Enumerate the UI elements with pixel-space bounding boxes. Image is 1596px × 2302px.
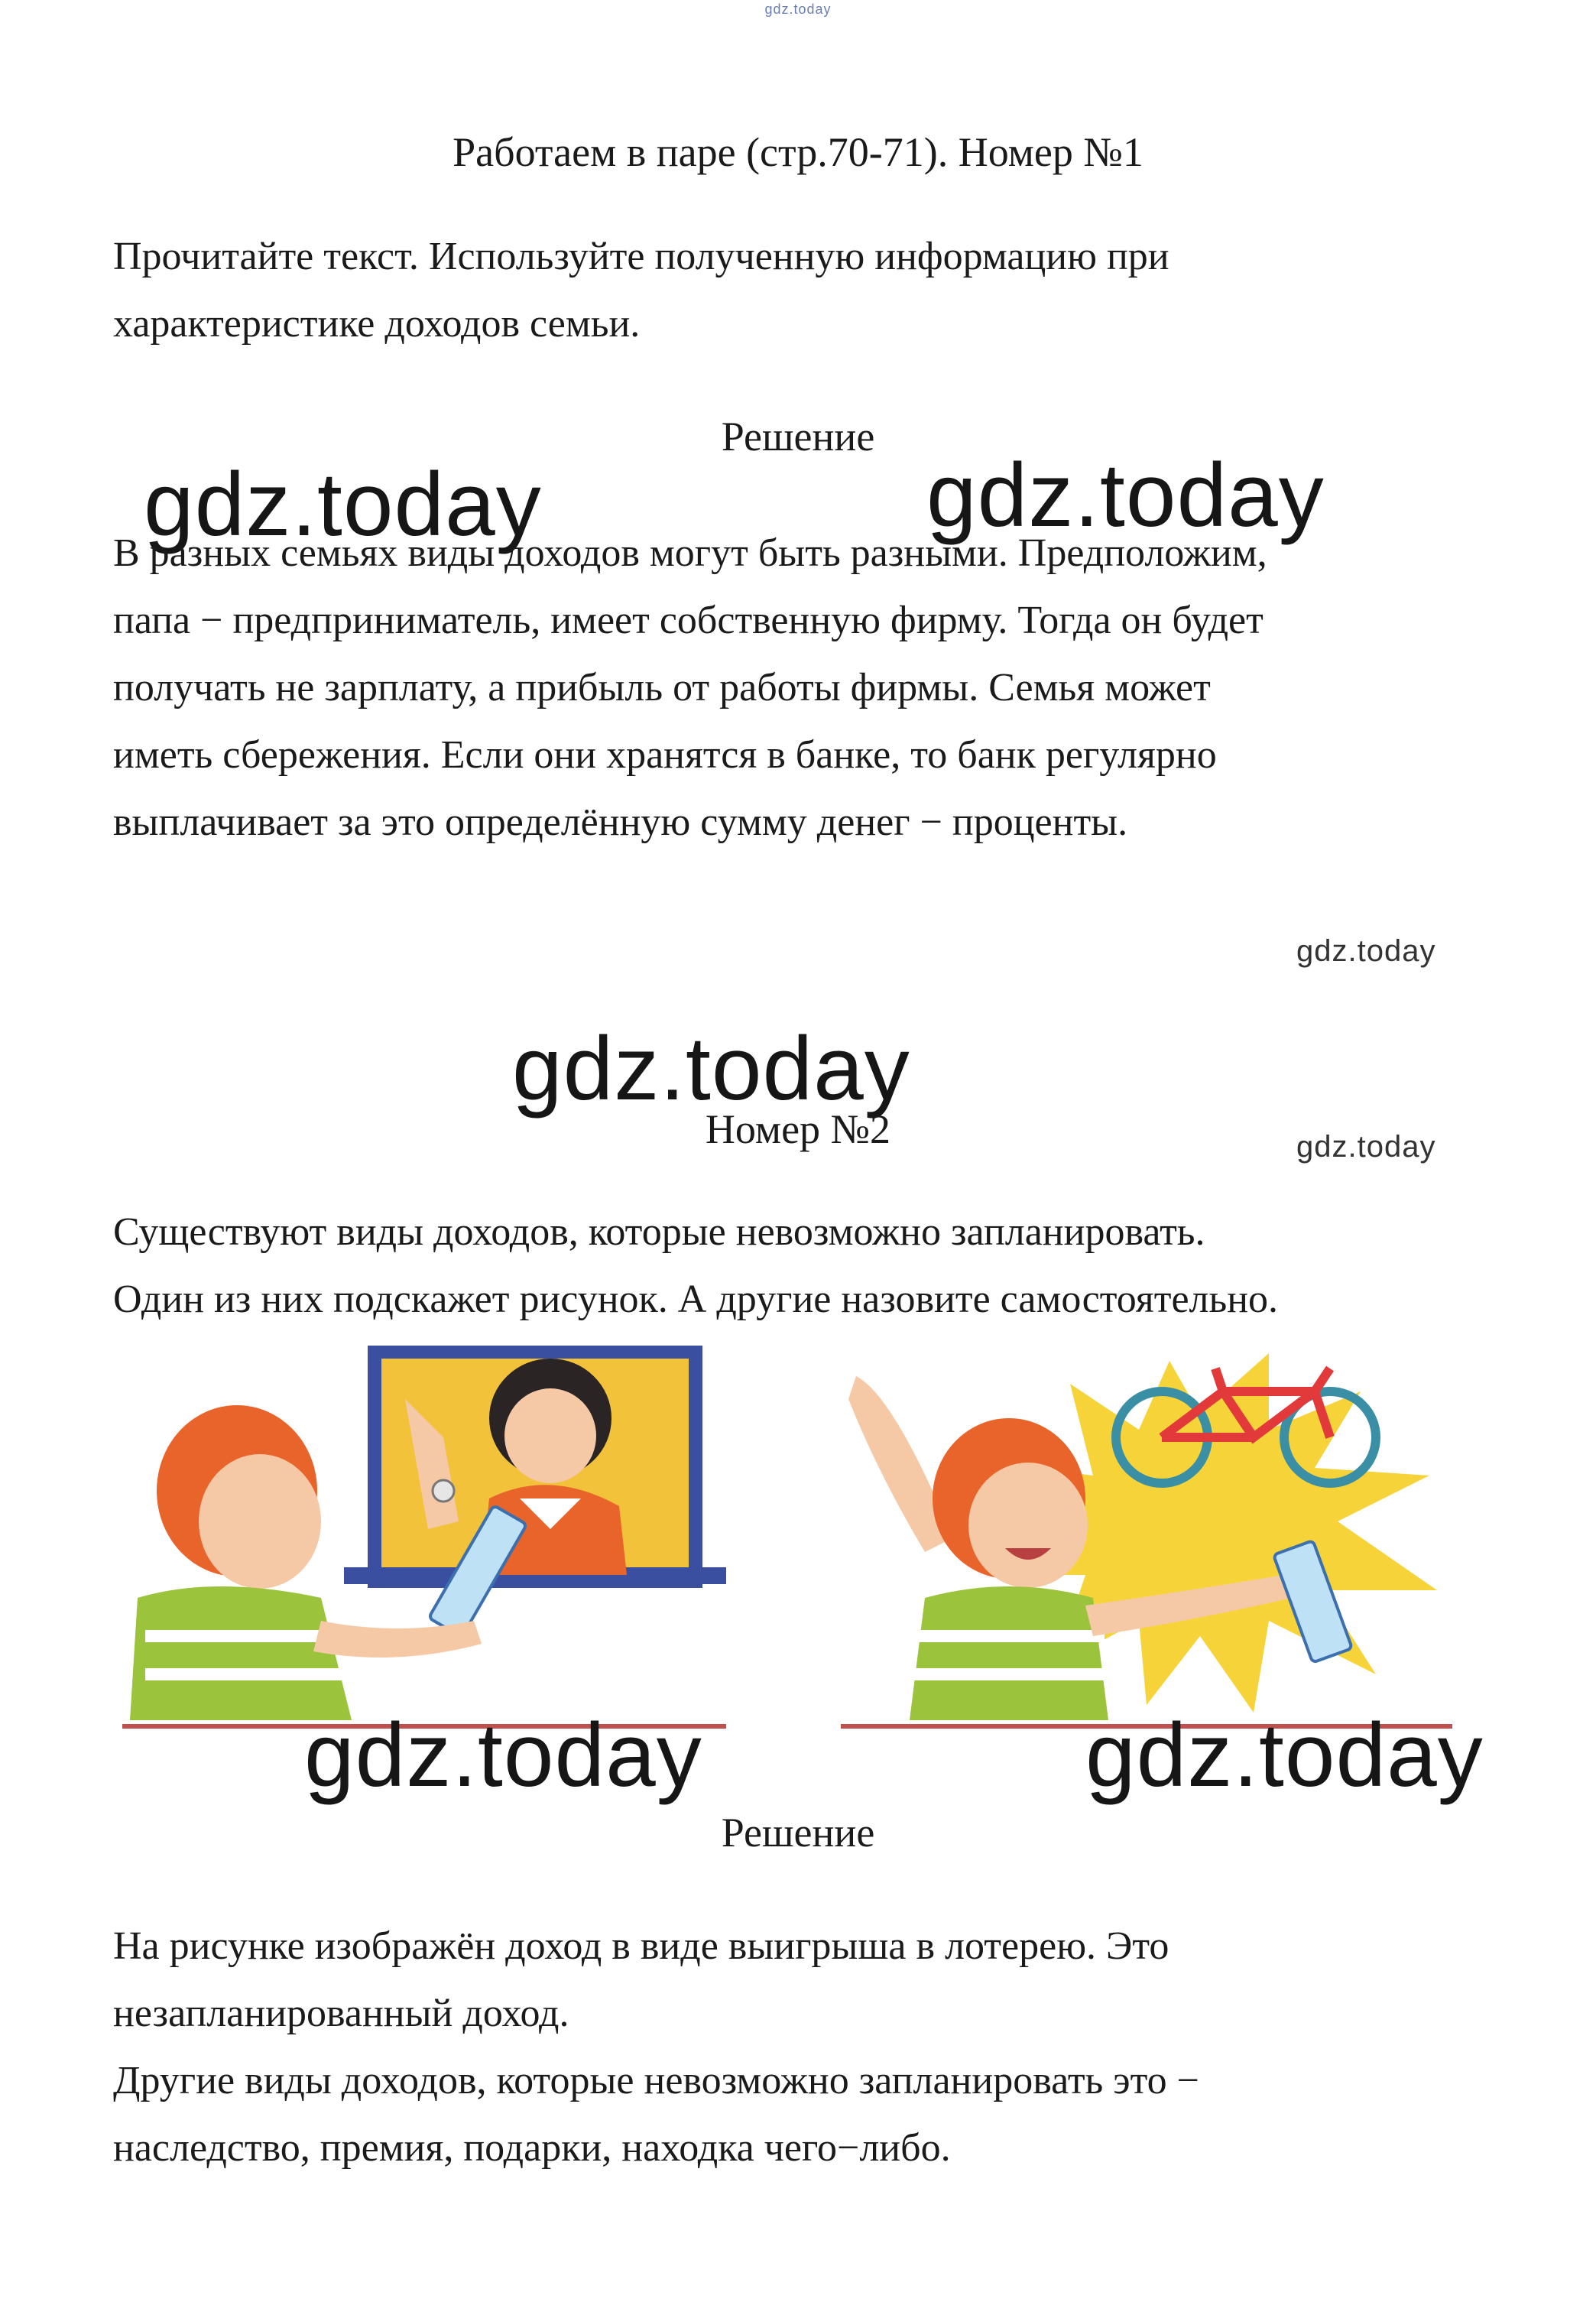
page-title: Работаем в паре (стр.70-71). Номер №1 bbox=[453, 129, 1143, 175]
solution1-line: иметь сбережения. Если они хранятся в банке, то банк регулярно bbox=[113, 733, 1217, 777]
solution1-line: выплачивает за это определённую сумму денег − проценты. bbox=[113, 800, 1128, 844]
task1-line: характеристике доходов семьи. bbox=[113, 302, 641, 346]
solution1-line: В разных семьях виды доходов могут быть разными. Предположим, bbox=[113, 531, 1267, 575]
task2-text bbox=[113, 1199, 1504, 1333]
solution2-line: На рисунке изображён доход в виде выигрыша в лотерею. Это bbox=[113, 1924, 1169, 1968]
watermark: gdz.today bbox=[1085, 1705, 1484, 1806]
boy-arm bbox=[313, 1621, 482, 1658]
solution-label-2: Решение bbox=[721, 1810, 875, 1856]
solution2-text bbox=[113, 1913, 1504, 2182]
watermark: gdz.today bbox=[512, 1018, 910, 1119]
number2-heading: Номер №2 bbox=[705, 1106, 891, 1152]
task2-line: Существуют виды доходов, которые невозможно запланировать. bbox=[113, 1210, 1205, 1254]
solution1-text bbox=[113, 520, 1504, 856]
watermark: gdz.today bbox=[926, 445, 1325, 546]
boy-buying-lottery-ticket-illustration bbox=[122, 1346, 726, 1743]
task1-line: Прочитайте текст. Используйте полученную информацию при bbox=[113, 235, 1169, 278]
solution1-line: получать не зарплату, а прибыль от работы фирмы. Семья может bbox=[113, 666, 1211, 709]
boy-face bbox=[968, 1463, 1088, 1588]
watermark-top-tiny: gdz.today bbox=[764, 2, 832, 17]
coin bbox=[433, 1480, 454, 1502]
woman-face bbox=[504, 1388, 596, 1483]
watermark-small: gdz.today bbox=[1296, 1130, 1436, 1164]
solution2-line: Другие виды доходов, которые невозможно запланировать это − bbox=[113, 2059, 1199, 2102]
solution2-line: наследство, премия, подарки, находка чего−либо. bbox=[113, 2126, 951, 2170]
watermark-small: gdz.today bbox=[1296, 934, 1436, 968]
solution-label-1: Решение bbox=[721, 414, 875, 459]
watermark: gdz.today bbox=[304, 1705, 702, 1806]
task1-text bbox=[113, 223, 1504, 358]
watermark: gdz.today bbox=[144, 454, 542, 555]
boy-shirt bbox=[910, 1586, 1108, 1720]
boy-shirt bbox=[130, 1586, 352, 1720]
boy-winning-bicycle-illustration bbox=[841, 1346, 1452, 1743]
task2-line: Один из них подскажет рисунок. А другие назовите самостоятельно. bbox=[113, 1278, 1279, 1321]
solution2-line: незапланированный доход. bbox=[113, 1992, 569, 2035]
boy-face bbox=[199, 1454, 321, 1589]
solution1-line: папа − предприниматель, имеет собственную фирму. Тогда он будет bbox=[113, 599, 1264, 642]
